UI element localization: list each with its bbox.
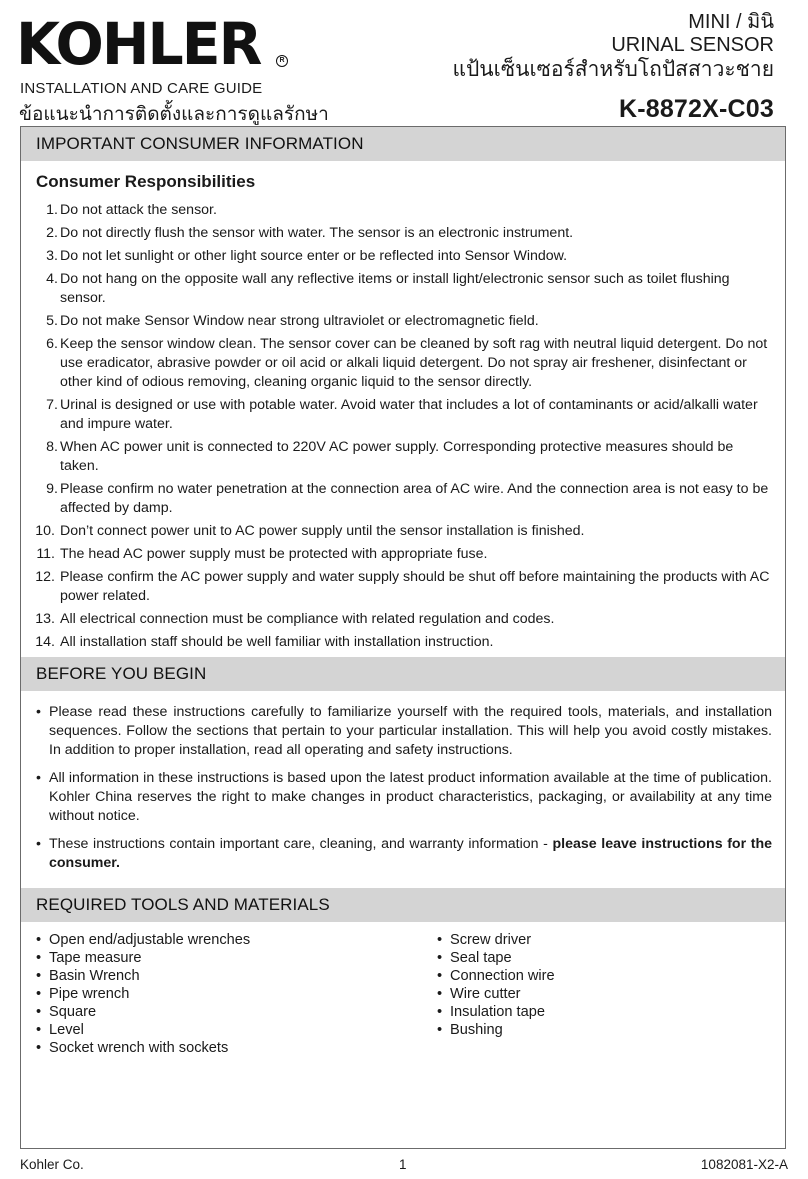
list-item: • Square: [36, 1004, 97, 1020]
list-item: 14. All installation staff should be well familiar with installation instruction.: [35, 634, 494, 650]
list-item: • These instructions contain important care, cleaning, and warranty information - please leave instructions for the consumer.: [36, 836, 772, 871]
section-header-tools: REQUIRED TOOLS AND MATERIALS: [21, 888, 785, 922]
section-header-before: BEFORE YOU BEGIN: [21, 657, 785, 691]
list-item: • Wire cutter: [437, 986, 521, 1002]
kohler-logo: KOHLER: [16, 10, 261, 78]
product-title-mini: MINI / มินิ: [688, 11, 774, 33]
list-item: 11. The head AC power supply must be protected with appropriate fuse.: [36, 546, 488, 562]
product-title-th: แป้นเซ็นเซอร์สำหรับโถปัสสาวะชาย: [452, 58, 774, 81]
guide-title-th: ข้อแนะนำการติดตั้งและการดูแลรักษา: [19, 104, 329, 125]
list-item: 13. All electrical connection must be compliance with related regulation and codes.: [35, 611, 555, 627]
list-item: 2. Do not directly flush the sensor with water. The sensor is an electronic instrument.: [46, 225, 574, 241]
list-item: 12. Please confirm the AC power supply and water supply should be shut off before maintaining the products with AC power related.: [35, 569, 770, 604]
list-item: 1. Do not attack the sensor.: [46, 202, 217, 218]
list-item: 3. Do not let sunlight or other light source enter or be reflected into Sensor Window.: [46, 248, 568, 264]
list-item: • Open end/adjustable wrenches: [36, 932, 251, 948]
list-item: • Tape measure: [36, 950, 142, 966]
list-item: 6. Keep the sensor window clean. The sensor cover can be cleaned by soft rag with neutral liquid detergent. Do not use eradicator, abrasive powder or oil acid or alkali liquid detergent. Do not spray air freshener, disinfectant or other kind of odious removing, cleaning organic liquid to the sensor directly.: [46, 336, 768, 390]
consumer-list: [36, 201, 772, 656]
list-item: • Socket wrench with sockets: [36, 1040, 229, 1056]
footer-company: Kohler Co.: [20, 1157, 84, 1172]
list-item: 9. Please confirm no water penetration at the connection area of AC wire. And the connection area is not easy to be affected by damp.: [46, 481, 769, 516]
list-item: • Please read these instructions carefully to familiarize yourself with the required tools, materials, and installation sequences. Follow the sections that pertain to your particular installation. This will help you avoid costly mistakes. In addition to proper installation, read all operating and safety instructions.: [36, 704, 772, 758]
footer-page-number: 1: [399, 1157, 407, 1172]
list-item: • Level: [36, 1022, 84, 1038]
model-number: K-8872X-C03: [618, 95, 774, 123]
consumer-responsibilities-heading: Consumer Responsibilities: [36, 172, 256, 191]
tools-list-right: [437, 931, 555, 1039]
tools-list-left: [36, 931, 250, 1057]
before-list: [36, 703, 772, 882]
list-item: • Connection wire: [437, 968, 555, 984]
list-item: • Pipe wrench: [36, 986, 130, 1002]
list-item: • Bushing: [437, 1022, 503, 1038]
product-title-block: [452, 11, 774, 82]
list-item: • Seal tape: [437, 950, 512, 966]
list-item: • Screw driver: [437, 932, 532, 948]
list-item: • Basin Wrench: [36, 968, 140, 984]
list-item: 5. Do not make Sensor Window near strong ultraviolet or electromagnetic field.: [46, 313, 539, 329]
list-item: 4. Do not hang on the opposite wall any reflective items or install light/electronic sensor such as toilet flushing sensor.: [46, 271, 730, 306]
section-header-consumer: IMPORTANT CONSUMER INFORMATION: [21, 127, 785, 161]
guide-title-en: INSTALLATION AND CARE GUIDE: [20, 80, 263, 97]
list-item: • All information in these instructions is based upon the latest product information available at the time of publication. Kohler China reserves the right to make changes in product characteristics, packaging, or availability at any time without notice.: [36, 770, 772, 824]
footer-doc-number: 1082081-X2-A: [700, 1157, 788, 1172]
list-item: 8. When AC power unit is connected to 220V AC power supply. Corresponding protective measures should be taken.: [46, 439, 734, 474]
list-item: 10. Don’t connect power unit to AC power supply until the sensor installation is finished.: [35, 523, 585, 539]
registered-mark-icon: R: [276, 55, 288, 67]
list-item: 7. Urinal is designed or use with potable water. Avoid water that includes a lot of contaminants or acid/alkalli water and impure water.: [46, 397, 758, 432]
product-title-sensor: URINAL SENSOR: [611, 34, 774, 56]
list-item: • Insulation tape: [437, 1004, 545, 1020]
